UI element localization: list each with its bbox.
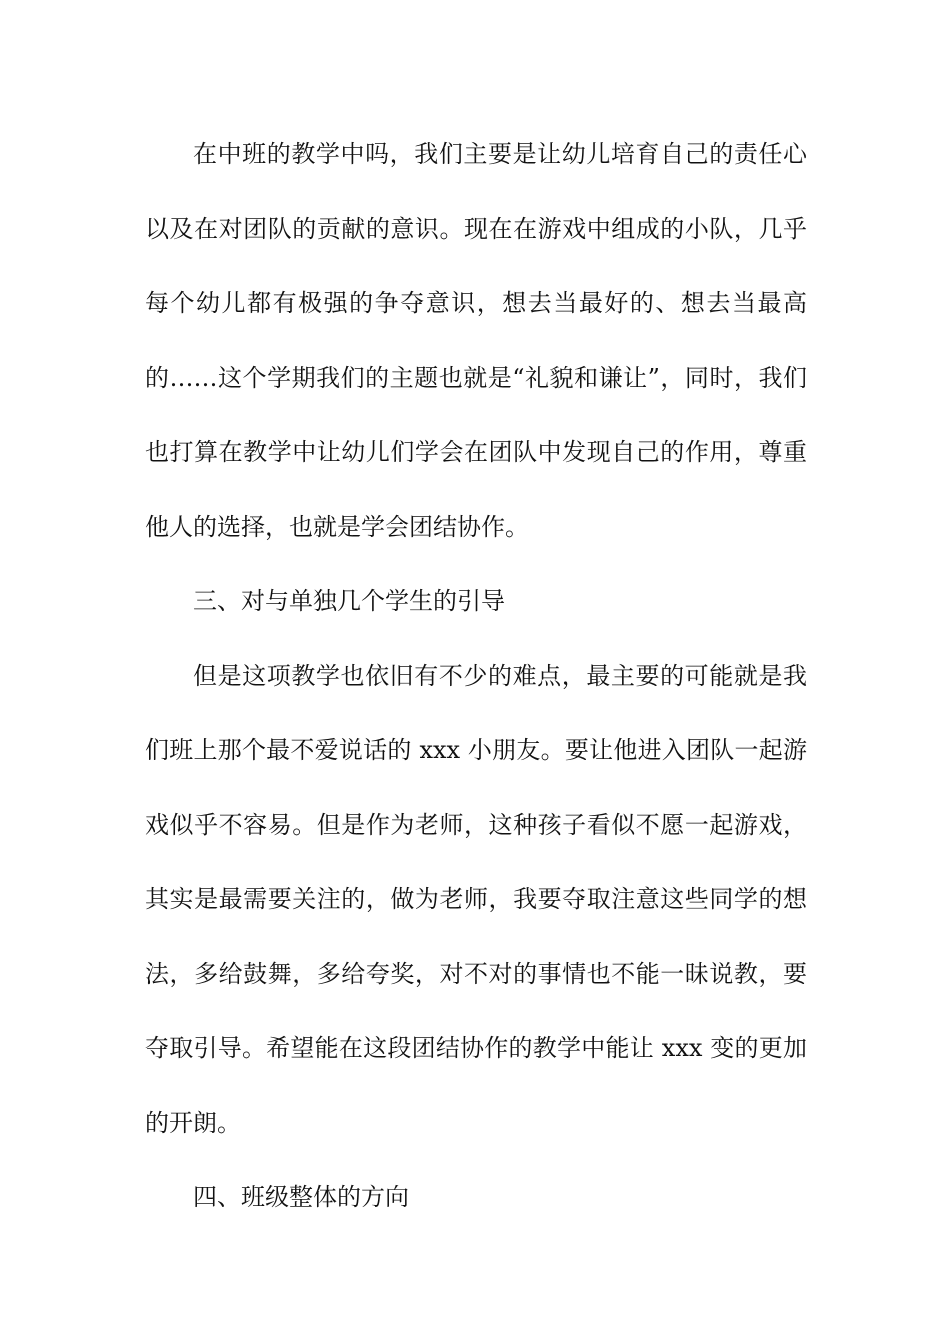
section-heading-guidance: 三、对与单独几个学生的引导 — [193, 587, 505, 615]
paragraph-class-goals: 在中班的教学中吗，我们主要是让幼儿培育自己的责任心以及在对团队的贡献的意识。现在在游戏中组成的小队，几乎每个幼儿都有极强的争夺意识，想去当最好的、想去当最高的……这个学期我们的主题也就是“礼貌和谦让”，同时，我们也打算在教学中让幼儿们学会在团队中发现自己的作用，尊重他人的选择，也就是学会团结协作。 — [145, 140, 807, 541]
document-body — [145, 117, 807, 1235]
paragraph-individual-guidance: 但是这项教学也依旧有不少的难点，最主要的可能就是我们班上那个最不爱说话的 xxx 小朋友。要让他进入团队一起游戏似乎不容易。但是作为老师，这种孩子看似不愿一起游戏，其实是最需要关注的，做为老师，我要夺取注意这些同学的想法，多给鼓舞，多给夸奖，对不对的事情也不能一昧说教，要夺取引导。希望能在这段团结协作的教学中能让 xxx 变的更加的开朗。 — [145, 661, 807, 1137]
section-heading-class-direction: 四、班级整体的方向 — [193, 1183, 409, 1211]
